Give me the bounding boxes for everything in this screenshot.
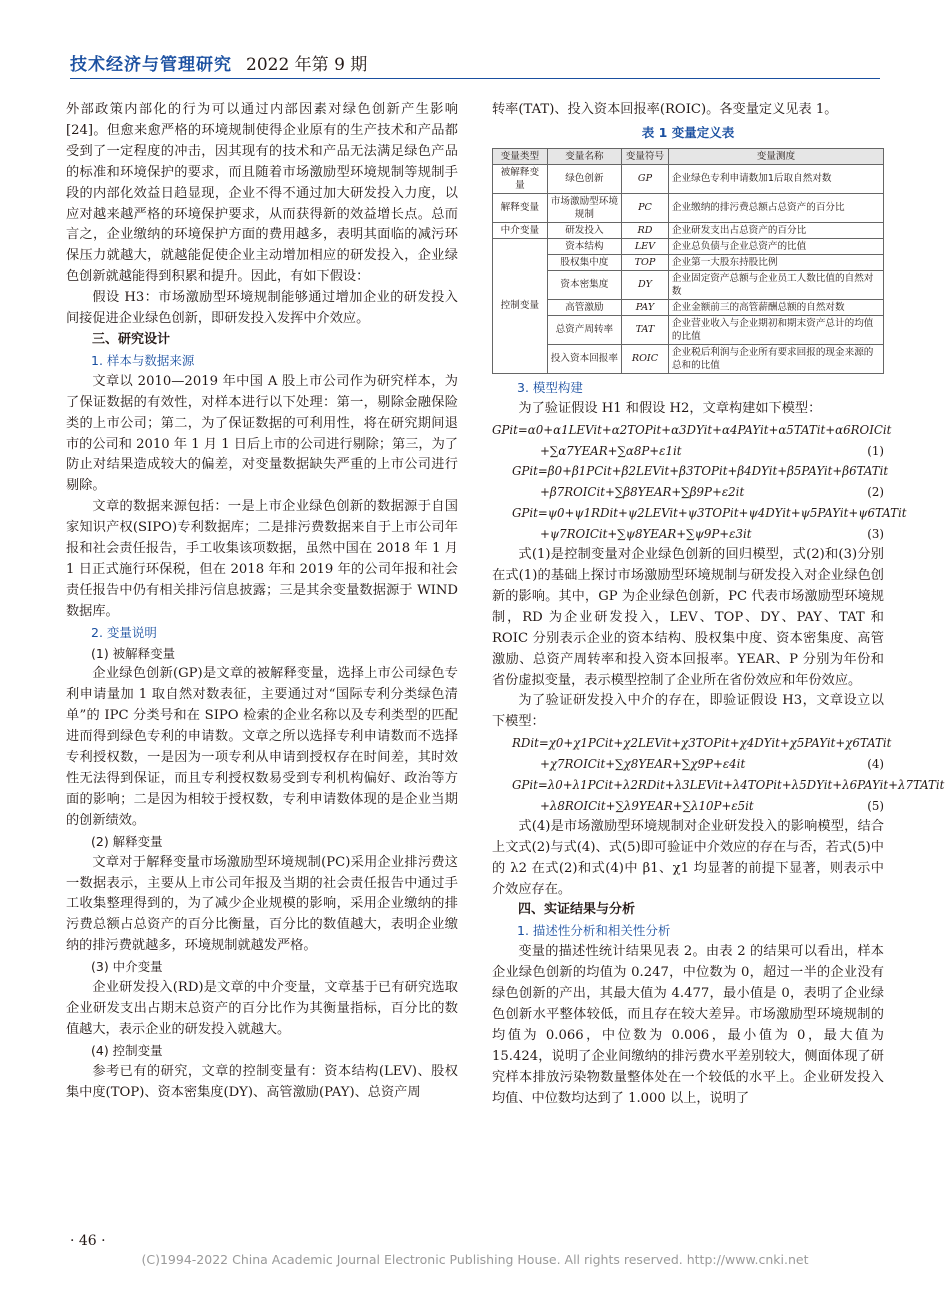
sub-subsection-heading: (2) 解释变量 (91, 833, 163, 849)
section-heading-4: 四、实证结果与分析 (518, 902, 636, 918)
right-column (492, 100, 945, 1110)
paragraph: 企业研发投入(RD)是文章的中介变量，文章基于已有研究选取企业研发支出占期末总资产的百分比作为其衡量指标，百分比的数值越大，表示企业的研发投入就越大。 (66, 980, 458, 1037)
equation-number: (4) (867, 757, 884, 772)
equation-text: +β7ROICit+∑β8YEAR+∑β9P+ε2it (540, 485, 745, 500)
equation-4-line-2 (492, 754, 884, 775)
paragraph: 转率(TAT)、投入资本回报率(ROIC)。各变量定义见表 1。 (492, 102, 838, 117)
table-header-cell: 变量符号 (622, 148, 669, 164)
equation-3-line-1 (492, 503, 907, 524)
table-cell: 企业研发支出占总资产的百分比 (668, 222, 883, 238)
table-row (493, 270, 884, 299)
equation-text: +χ7ROICit+∑χ8YEAR+∑χ9P+ε4it (540, 757, 746, 772)
equation-number: (2) (867, 485, 884, 500)
equation-1-line-2 (492, 441, 884, 462)
table-cell: ROIC (622, 344, 669, 373)
subsection-heading: 2. 变量说明 (91, 624, 157, 640)
table-cell: 企业缴纳的排污费总额占总资产的百分比 (668, 193, 883, 222)
table-cell: 总资产周转率 (547, 315, 621, 344)
table-row (493, 299, 884, 315)
equation-text: +∑α7YEAR+∑α8P+ε1it (540, 443, 682, 458)
equation-5-line-1 (492, 775, 945, 796)
table-cell: TOP (622, 254, 669, 270)
section-heading-3: 三、研究设计 (92, 331, 171, 347)
journal-title: 技术经济与管理研究 (70, 55, 232, 75)
table-row (493, 254, 884, 270)
table-cell: RD (622, 222, 669, 238)
table-cell: TAT (622, 315, 669, 344)
table-caption: 表 1 变量定义表 (641, 124, 735, 140)
equation-number: (5) (867, 798, 884, 813)
sub-subsection-heading: (4) 控制变量 (91, 1042, 163, 1058)
equation-4-line-1 (492, 733, 892, 754)
table-row (493, 164, 884, 193)
paragraph: 文章对于解释变量市场激励型环境规制(PC)采用企业排污费这一数据表示，主要从上市公司年报及当期的社会责任报告中通过手工收集整理得到的，为了减少企业规模的影响，采用企业缴纳的排污费总额占总资产的百分比衡量，百分比的数值越大，表明企业缴纳的排污费就越多，环境规制就越发严格。 (66, 854, 458, 954)
equation-number: (1) (867, 443, 884, 458)
paragraph: 企业绿色创新(GP)是文章的被解释变量，选择上市公司绿色专利申请量加 1 取自然对数表征，主要通过对“国际专利分类绿色清单”的 IPC 分类号和在 SIPO 检索的企业名称以及专利类型的匹配进而得到绿色专利的申请数。文章之所以选择专利申请数而不选择专利授权数，一是因为一项专利从申请到授权存在时间差，其时效性无法得到保证，而且专利授权数易受到专利机构偏好、政治等方面的影响；二是因为相较于授权数，专利申请数体现的是企业当期的创新绩效。 (66, 666, 458, 828)
journal-header (70, 50, 367, 75)
table-cell: 企业绿色专利申请数加1后取自然对数 (668, 164, 883, 193)
table-cell: 高管激励 (547, 299, 621, 315)
table-cell: GP (622, 164, 669, 193)
page-number: · 46 · (70, 1233, 106, 1249)
equation-number: (3) (867, 527, 884, 542)
copyright-notice: (C)1994-2022 China Academic Journal Electronic Publishing House. All rights reserved. http://www.cnki.net (141, 1252, 809, 1267)
table-row (493, 238, 884, 254)
table-cell: 资本密集度 (547, 270, 621, 299)
subsection-heading: 1. 描述性分析和相关性分析 (517, 923, 671, 939)
table-cell: 解释变量 (493, 193, 548, 222)
header-rule (70, 78, 880, 79)
paragraph: 文章以 2010—2019 年中国 A 股上市公司作为研究样本，为了保证数据的有效性，对样本进行以下处理：第一，剔除金融保险类的上市公司；第二，为了保证数据的可利用性，将在研究期间退市的公司和 2010 年 1 月 1 日后上市的公司进行剔除；第三，为了防止对结果造成较大的偏差，对变量数据缺失严重的上市公司进行剔除。 (66, 373, 458, 494)
paragraph: 文章的数据来源包括：一是上市企业绿色创新的数据源于自国家知识产权(SIPO)专利数据库；二是排污费数据来自于上市公司年报和社会责任报告，手工收集该项数据，虽然中国在 2018 年 1 月 1 日正式施行环保税，但在 2018 年和 2019 年的公司年报和社会责任报告中仍有相关排污信息披露；三是其余变量数据源于 WIND 数据库。 (66, 499, 458, 619)
table-cell: PAY (622, 299, 669, 315)
equation-text: +λ8ROICit+∑λ9YEAR+∑λ10P+ε5it (540, 798, 754, 813)
equation-text: GPit=λ0+λ1PCit+λ2RDit+λ3LEVit+λ4TOPit+λ5DYit+λ6PAYit+λ7TATit (512, 778, 945, 793)
table-cell: 控制变量 (493, 238, 548, 373)
table-cell: 中介变量 (493, 222, 548, 238)
table-cell: PC (622, 193, 669, 222)
table-row (493, 222, 884, 238)
paragraph: 变量的描述性统计结果见表 2。由表 2 的结果可以看出，样本企业绿色创新的均值为 0.247，中位数为 0，超过一半的企业没有绿色创新的产出，其最大值为 4.477，最小值是 0，表明了企业绿色创新水平整体较低，而且存在较大差异。市场激励型环境规制的均值为 0.066，中位数为 0.006，最小值为 0，最大值为 15.424，说明了企业间缴纳的排污费水平差别较大，侧面体现了研究样本排放污染物数量整体处在一个较低的水平上。企业研发投入均值、中位数均达到了 1.000 以上，说明了 (492, 944, 884, 1106)
table-cell: 市场激励型环境规制 (547, 193, 621, 222)
table-cell: 被解释变量 (493, 164, 548, 193)
paragraph: 为了验证假设 H1 和假设 H2，文章构建如下模型： (518, 400, 822, 416)
variable-definition-table (492, 148, 884, 374)
left-column (66, 100, 458, 1104)
equation-text: GPit=β0+β1PCit+β2LEVit+β3TOPit+β4DYit+β5PAYit+β6TATit (512, 464, 889, 479)
equation-text: +ψ7ROICit+∑ψ8YEAR+∑ψ9P+ε3it (540, 527, 752, 542)
table-row (493, 315, 884, 344)
table-header-cell: 变量类型 (493, 148, 548, 164)
table-cell: 企业第一大股东持股比例 (668, 254, 883, 270)
table-cell: 研发投入 (547, 222, 621, 238)
issue-label: 2022 年第 9 期 (246, 55, 368, 75)
table-cell: DY (622, 270, 669, 299)
table-header-cell: 变量名称 (547, 148, 621, 164)
table-cell: 企业总负债与企业总资产的比值 (668, 238, 883, 254)
equation-1-line-1 (492, 420, 892, 441)
table-cell: 企业营业收入与企业期初和期末资产总计的均值的比值 (668, 315, 883, 344)
table-header-row (493, 148, 884, 164)
table-cell: 资本结构 (547, 238, 621, 254)
table-cell: 投入资本回报率 (547, 344, 621, 373)
table-cell: 股权集中度 (547, 254, 621, 270)
paragraph: 式(4)是市场激励型环境规制对企业研发投入的影响模型，结合上文式(2)与式(4)、式(5)即可验证中介效应的存在与否，若式(5)中的 λ2 在式(2)和式(4)中 β1、χ1 均显著的前提下显著，则表示中介效应存在。 (492, 818, 884, 897)
table-row (493, 193, 884, 222)
paragraph: 式(1)是控制变量对企业绿色创新的回归模型，式(2)和(3)分别在式(1)的基础上探讨市场激励型环境规制与研发投入对企业绿色创新的影响。其中，GP 为企业绿色创新，PC 代表市场激励型环境规制，RD 为企业研发投入，LEV、TOP、DY、PAY、TAT 和 ROIC 分别表示企业的资本结构、股权集中度、资本密集度、高管激励、总资产周转率和投入资本回报率。YEAR、P 分别为年份和省份虚拟变量，表示模型控制了企业所在省份效应和年份效应。 (492, 547, 884, 688)
table-cell: 企业固定资产总额与企业员工人数比值的自然对数 (668, 270, 883, 299)
sub-subsection-heading: (1) 被解释变量 (91, 645, 176, 661)
paragraph: 为了验证研发投入中介的存在，即验证假设 H3，文章设立以下模型： (492, 693, 884, 730)
table-cell: 绿色创新 (547, 164, 621, 193)
equation-text: RDit=χ0+χ1PCit+χ2LEVit+χ3TOPit+χ4DYit+χ5PAYit+χ6TATit (512, 736, 892, 751)
table-cell: LEV (622, 238, 669, 254)
table-row (493, 344, 884, 373)
table-cell: 企业税后利润与企业所有要求回报的现金来源的总和的比值 (668, 344, 883, 373)
paragraph: 外部政策内部化的行为可以通过内部因素对绿色创新产生影响[24]。但愈来愈严格的环境规制使得企业原有的生产技术和产品都受到了一定程度的冲击，因其现有的技术和产品无法满足绿色产品的标准和环境保护的要求，而且随着市场激励型环境规制等规制手段的内部化效益日趋显现，企业不得不通过加大研发投入力度，以应对越来越严格的环境保护要求，从而获得新的效益增长点。总而言之，企业缴纳的环境保护方面的费用越多，表明其面临的减污环保压力就越大，就越能促使企业主动增加相应的研发投入，企业绿色创新就越能得到积累和提升。因此，有如下假设： (66, 102, 458, 285)
sub-subsection-heading: (3) 中介变量 (91, 959, 163, 975)
hypothesis-h3: 假设 H3：市场激励型环境规制能够通过增加企业的研发投入间接促进企业绿色创新，即研发投入发挥中介效应。 (66, 290, 458, 327)
equation-2-line-1 (492, 461, 889, 482)
equation-text: GPit=α0+α1LEVit+α2TOPit+α3DYit+α4PAYit+α5TATit+α6ROICit (492, 422, 892, 437)
equation-5-line-2 (492, 796, 884, 817)
table-cell: 企业金额前三的高管薪酬总额的自然对数 (668, 299, 883, 315)
equation-text: GPit=ψ0+ψ1RDit+ψ2LEVit+ψ3TOPit+ψ4DYit+ψ5PAYit+ψ6TATit (512, 506, 907, 521)
table-header-cell: 变量测度 (668, 148, 883, 164)
equation-3-line-2 (492, 524, 884, 545)
subsection-heading: 3. 模型构建 (517, 379, 583, 395)
paragraph: 参考已有的研究，文章的控制变量有：资本结构(LEV)、股权集中度(TOP)、资本密集度(DY)、高管激励(PAY)、总资产周 (66, 1063, 458, 1100)
equation-2-line-2 (492, 482, 884, 503)
subsection-heading: 1. 样本与数据来源 (91, 352, 195, 368)
